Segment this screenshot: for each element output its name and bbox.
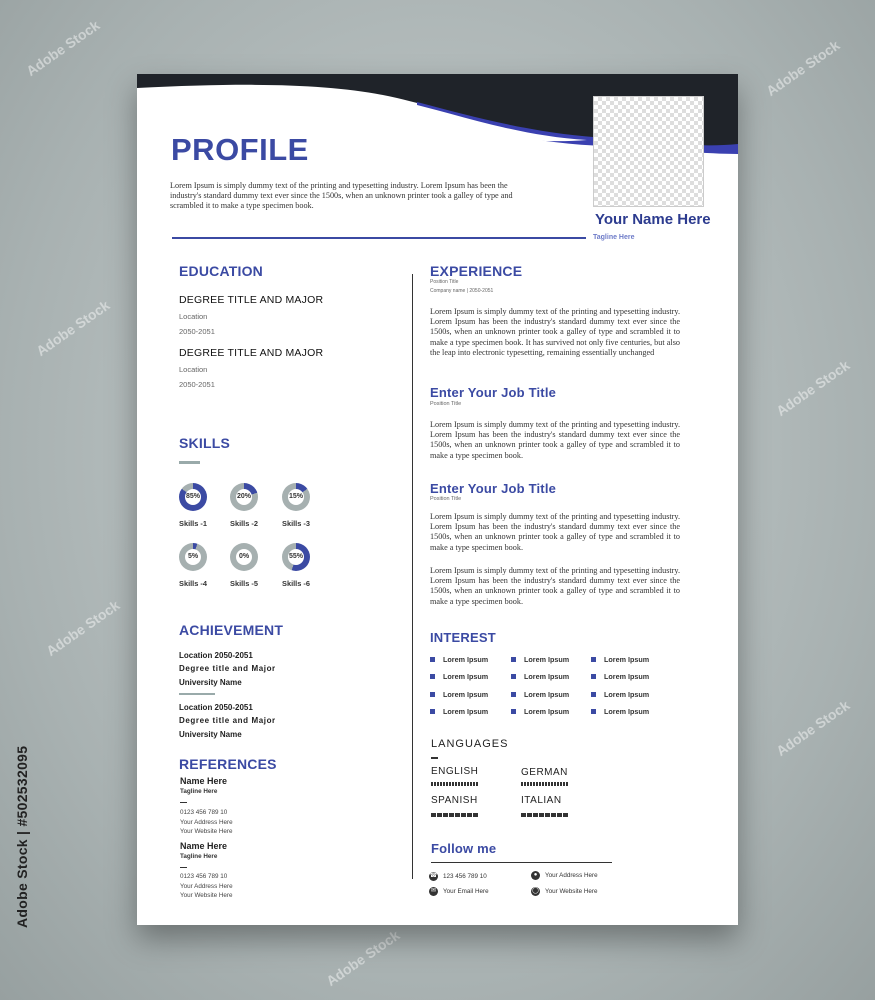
reference-tagline: Tagline Here [180, 788, 218, 795]
skill-chart [282, 483, 310, 528]
watermark: Adobe Stock [763, 36, 843, 100]
education-years: 2050-2051 [179, 327, 215, 336]
languages-title: LANGUAGES [431, 738, 509, 750]
skill-ring [230, 483, 258, 511]
experience-position: Position Title [430, 279, 459, 285]
column-divider [412, 274, 413, 879]
languages-underline [431, 757, 438, 759]
resume-sheet [137, 74, 738, 925]
profile-divider [172, 237, 586, 239]
skill-label: Skills -1 [179, 519, 207, 528]
language-label: ENGLISH [431, 766, 479, 777]
skill-ring [230, 543, 258, 571]
interest-item: Lorem Ipsum [524, 706, 570, 716]
skill-ring [179, 483, 207, 511]
follow-phone: 123 456 789 10 [443, 873, 487, 880]
interest-bullet [430, 674, 435, 679]
interest-bullet [430, 709, 435, 714]
skill-label: Skills -6 [282, 579, 310, 588]
skill-chart [230, 483, 258, 528]
globe-icon: ◯ [532, 888, 539, 894]
watermark: Adobe Stock [773, 696, 853, 760]
skills-title: SKILLS [179, 435, 230, 451]
full-name: Your Name Here [595, 211, 711, 228]
skill-percent: 15% [288, 489, 304, 505]
watermark: Adobe Stock [33, 296, 113, 360]
skill-ring [179, 543, 207, 571]
tagline: Tagline Here [593, 234, 635, 241]
follow-title: Follow me [431, 841, 497, 856]
language-label: SPANISH [431, 795, 478, 806]
reference-dash [180, 867, 187, 868]
reference-phone: 0123 456 789 10 [180, 809, 228, 816]
interest-bullet [591, 692, 596, 697]
email-icon: ✉ [430, 888, 437, 894]
education-location: Location [179, 365, 208, 374]
skill-chart [179, 483, 207, 528]
skill-label: Skills -3 [282, 519, 310, 528]
interest-item: Lorem Ipsum [443, 655, 489, 664]
education-years: 2050-2051 [179, 380, 215, 389]
interest-bullet [511, 674, 516, 679]
achievement-title: ACHIEVEMENT [179, 622, 284, 638]
skill-chart [179, 543, 207, 588]
interest-item: Lorem Ipsum [604, 689, 650, 699]
follow-address: Your Address Here [545, 872, 598, 879]
skill-percent: 55% [288, 549, 304, 565]
skill-ring [282, 483, 310, 511]
language-bar [521, 782, 569, 786]
interest-bullet [430, 692, 435, 697]
interest-bullet [511, 692, 516, 697]
follow-email: Your Email Here [443, 888, 489, 895]
language-bar [521, 813, 569, 817]
watermark: Adobe Stock [43, 596, 123, 660]
skill-percent: 5% [185, 549, 201, 565]
interest-bullet [511, 657, 516, 662]
language-label: GERMAN [521, 767, 568, 778]
watermark: Adobe Stock [323, 926, 403, 990]
watermark: Adobe Stock [773, 356, 853, 420]
job-text: Lorem Ipsum is simply dummy text of the printing and typesetting industry. Lorem Ipsum has been the industry's standard dummy text ever since the 1500s, when an unknown printer took a galley of type and scrambled it to make a type specimen book. [430, 512, 680, 552]
job-text: Lorem Ipsum is simply dummy text of the printing and typesetting industry. Lorem Ipsum has been the industry's standard dummy text ever since the 1500s, when an unknown printer took a galley of type and scrambled it to make a type specimen book. [430, 566, 680, 606]
reference-tagline: Tagline Here [180, 853, 218, 860]
skill-chart [282, 543, 310, 588]
skill-percent: 85% [185, 489, 201, 505]
achievement-degree: Degree title and Major [179, 664, 276, 673]
job-position: Position Title [430, 401, 462, 407]
interest-item: Lorem Ipsum [604, 655, 650, 664]
experience-text: Lorem Ipsum is simply dummy text of the printing and typesetting industry. Lorem Ipsum has been the industry's standard dummy text ever since the 1500s, when an unknown printer took a galley of type and scrambled it to make a type specimen book. It has survived not only five centuries, but also the leap into electronic typesetting, remaining essentially unchanged [430, 307, 680, 357]
achievement-divider [179, 693, 215, 695]
interest-item: Lorem Ipsum [524, 655, 570, 664]
achievement-university: University Name [179, 678, 242, 687]
achievement-location: Location 2050-2051 [179, 651, 253, 660]
watermark: Adobe Stock [23, 16, 103, 80]
reference-name: Name Here [180, 776, 228, 786]
interest-item: Lorem Ipsum [443, 672, 489, 682]
achievement-location: Location 2050-2051 [179, 703, 253, 712]
skill-percent: 0% [236, 549, 252, 565]
job-title: Enter Your Job Title [430, 385, 557, 400]
stock-id-text: Adobe Stock | #502532095 [14, 745, 30, 928]
skill-label: Skills -2 [230, 519, 258, 528]
experience-title: EXPERIENCE [430, 263, 523, 279]
interest-title: INTEREST [430, 630, 496, 645]
interest-bullet [430, 657, 435, 662]
reference-address: Your Address Here [180, 819, 233, 826]
job-position: Position Title [430, 496, 462, 502]
reference-name: Name Here [180, 841, 228, 851]
language-bar [431, 782, 479, 786]
reference-website: Your Website Here [180, 828, 233, 835]
interest-bullet [591, 709, 596, 714]
education-title: EDUCATION [179, 263, 263, 279]
profile-title: PROFILE [171, 132, 309, 167]
reference-website: Your Website Here [180, 892, 233, 899]
language-label: ITALIAN [521, 795, 562, 806]
language-bar [431, 813, 479, 817]
follow-website: Your Website Here [545, 888, 598, 895]
interest-item: Lorem Ipsum [443, 689, 489, 699]
reference-address: Your Address Here [180, 883, 233, 890]
skill-label: Skills -4 [179, 579, 207, 588]
skill-label: Skills -5 [230, 579, 258, 588]
education-degree: DEGREE TITLE AND MAJOR [179, 347, 324, 359]
reference-dash [180, 802, 187, 803]
profile-text: Lorem Ipsum is simply dummy text of the printing and typesetting industry. Lorem Ipsum has been the industry's standard dummy text ever since the 1500s, when an unknown printer took a galley of type and scrambled it to make a type specimen book. [170, 181, 513, 211]
interest-item: Lorem Ipsum [604, 706, 650, 716]
phone-icon: ☎ [429, 873, 438, 879]
experience-company: Company name | 2050-2051 [430, 288, 494, 294]
achievement-university: University Name [179, 730, 242, 739]
interest-item: Lorem Ipsum [524, 689, 570, 699]
education-location: Location [179, 312, 208, 321]
education-degree: DEGREE TITLE AND MAJOR [179, 294, 324, 306]
references-title: REFERENCES [179, 756, 277, 772]
reference-phone: 0123 456 789 10 [180, 873, 228, 880]
interest-item: Lorem Ipsum [604, 672, 650, 682]
interest-bullet [511, 709, 516, 714]
location-icon: ● [531, 871, 540, 880]
achievement-degree: Degree title and Major [179, 716, 276, 725]
skill-ring [282, 543, 310, 571]
skills-underline [179, 461, 200, 464]
interest-item: Lorem Ipsum [524, 672, 570, 682]
photo-placeholder [593, 96, 704, 207]
skill-chart [230, 543, 258, 588]
interest-bullet [591, 657, 596, 662]
job-title: Enter Your Job Title [430, 481, 557, 496]
follow-divider [431, 862, 612, 863]
interest-bullet [591, 674, 596, 679]
job-text: Lorem Ipsum is simply dummy text of the printing and typesetting industry. Lorem Ipsum has been the industry's standard dummy text ever since the 1500s, when an unknown printer took a galley of type and scrambled it to make a type specimen book. [430, 420, 680, 460]
skill-percent: 20% [236, 489, 252, 505]
interest-item: Lorem Ipsum [443, 706, 489, 716]
